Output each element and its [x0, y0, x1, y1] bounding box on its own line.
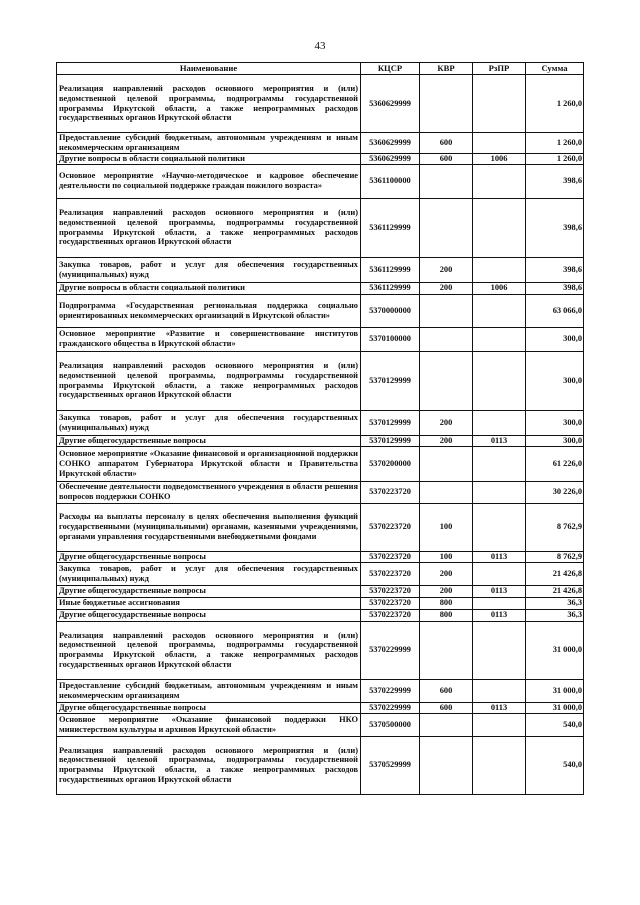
- table-row: [57, 597, 584, 609]
- row-kcsr-cell: 5370229999: [361, 679, 420, 702]
- table-row: [57, 621, 584, 679]
- row-name-cell: Другие вопросы в области социальной политики: [57, 282, 361, 294]
- table-row: [57, 327, 584, 351]
- row-kvr-cell: 100: [420, 503, 473, 551]
- row-sum-cell: 1 260,0: [526, 75, 584, 133]
- table-row: [57, 75, 584, 133]
- row-kvr-cell: 200: [420, 410, 473, 435]
- table-row: [57, 257, 584, 282]
- row-name-cell: Другие общегосударственные вопросы: [57, 702, 361, 713]
- header-name: Наименование: [57, 63, 361, 75]
- row-sum-cell: 8 762,9: [526, 503, 584, 551]
- row-kcsr-cell: 5370129999: [361, 435, 420, 446]
- page-number: 43: [314, 40, 326, 52]
- row-kvr-cell: 200: [420, 282, 473, 294]
- row-kcsr-cell: 5370200000: [361, 446, 420, 481]
- row-kvr-cell: 600: [420, 153, 473, 164]
- row-name-cell: Предоставление субсидий бюджетным, автономным учреждениям и иным некоммерческим организациям: [57, 133, 361, 154]
- header-kvr: КВР: [420, 63, 473, 75]
- row-kcsr-cell: 5370223720: [361, 609, 420, 621]
- row-name-cell: Реализация направлений расходов основного мероприятия и (или) ведомственной целевой программы, подпрограммы государственной программы Иркутской области, а также непрограммных расходов государственных органов Иркутской области: [57, 736, 361, 794]
- row-kcsr-cell: 5370000000: [361, 294, 420, 327]
- row-rzpr-cell: [473, 597, 526, 609]
- row-sum-cell: 398,6: [526, 198, 584, 257]
- row-rzpr-cell: [473, 294, 526, 327]
- row-kvr-cell: 600: [420, 133, 473, 154]
- table-row: [57, 585, 584, 597]
- header-rzpr: РзПР: [473, 63, 526, 75]
- row-name-cell: Другие общегосударственные вопросы: [57, 551, 361, 562]
- row-kcsr-cell: 5370223720: [361, 585, 420, 597]
- row-rzpr-cell: 1006: [473, 282, 526, 294]
- row-sum-cell: 31 000,0: [526, 679, 584, 702]
- row-rzpr-cell: [473, 351, 526, 410]
- row-name-cell: Основное мероприятие «Научно-методическое и кадровое обеспечение деятельности по социальной поддержке граждан пожилого возраста»: [57, 164, 361, 198]
- row-sum-cell: 21 426,8: [526, 585, 584, 597]
- row-sum-cell: 63 066,0: [526, 294, 584, 327]
- row-kvr-cell: 800: [420, 597, 473, 609]
- row-kvr-cell: [420, 327, 473, 351]
- row-rzpr-cell: 0113: [473, 435, 526, 446]
- row-rzpr-cell: [473, 75, 526, 133]
- row-rzpr-cell: [473, 410, 526, 435]
- row-sum-cell: 36,3: [526, 597, 584, 609]
- table-row: [57, 294, 584, 327]
- row-kvr-cell: 100: [420, 551, 473, 562]
- table-row: [57, 679, 584, 702]
- row-kvr-cell: [420, 621, 473, 679]
- row-sum-cell: 398,6: [526, 164, 584, 198]
- row-sum-cell: 36,3: [526, 609, 584, 621]
- row-name-cell: Основное мероприятие «Оказание финансовой поддержки НКО министерством культуры и архивов Иркутской области»: [57, 713, 361, 736]
- row-rzpr-cell: 0113: [473, 585, 526, 597]
- row-kcsr-cell: 5370500000: [361, 713, 420, 736]
- row-sum-cell: 1 260,0: [526, 153, 584, 164]
- row-sum-cell: 398,6: [526, 282, 584, 294]
- table-row: [57, 410, 584, 435]
- row-kvr-cell: 200: [420, 257, 473, 282]
- table-row: [57, 702, 584, 713]
- row-name-cell: Основное мероприятие «Развитие и совершенствование институтов гражданского общества в Иркутской области»: [57, 327, 361, 351]
- row-sum-cell: 300,0: [526, 351, 584, 410]
- row-sum-cell: 21 426,8: [526, 562, 584, 585]
- row-kvr-cell: [420, 481, 473, 503]
- table-row: [57, 282, 584, 294]
- row-kcsr-cell: 5370529999: [361, 736, 420, 794]
- row-name-cell: Закупка товаров, работ и услуг для обеспечения государственных (муниципальных) нужд: [57, 257, 361, 282]
- table-row: [57, 481, 584, 503]
- table-row: [57, 713, 584, 736]
- row-name-cell: Реализация направлений расходов основного мероприятия и (или) ведомственной целевой программы, подпрограммы государственной программы Иркутской области, а также непрограммных расходов государственных органов Иркутской области: [57, 621, 361, 679]
- row-rzpr-cell: [473, 446, 526, 481]
- row-rzpr-cell: [473, 713, 526, 736]
- row-sum-cell: 31 000,0: [526, 702, 584, 713]
- row-sum-cell: 30 226,0: [526, 481, 584, 503]
- row-sum-cell: 300,0: [526, 435, 584, 446]
- row-kcsr-cell: 5360629999: [361, 75, 420, 133]
- row-kcsr-cell: 5370229999: [361, 621, 420, 679]
- row-sum-cell: 300,0: [526, 410, 584, 435]
- row-kcsr-cell: 5360629999: [361, 133, 420, 154]
- row-kcsr-cell: 5370223720: [361, 481, 420, 503]
- header-kcsr: КЦСР: [361, 63, 420, 75]
- row-name-cell: Другие вопросы в области социальной политики: [57, 153, 361, 164]
- row-sum-cell: 1 260,0: [526, 133, 584, 154]
- row-sum-cell: 61 226,0: [526, 446, 584, 481]
- row-rzpr-cell: [473, 164, 526, 198]
- row-kvr-cell: [420, 198, 473, 257]
- row-rzpr-cell: [473, 481, 526, 503]
- row-rzpr-cell: [473, 133, 526, 154]
- row-sum-cell: 8 762,9: [526, 551, 584, 562]
- row-name-cell: Другие общегосударственные вопросы: [57, 585, 361, 597]
- row-name-cell: Предоставление субсидий бюджетным, автономным учреждениям и иным некоммерческим организациям: [57, 679, 361, 702]
- row-kcsr-cell: 5370129999: [361, 410, 420, 435]
- row-kvr-cell: [420, 75, 473, 133]
- row-name-cell: Подпрограмма «Государственная региональная поддержка социально ориентированных некоммерческих организаций в Иркутской области»: [57, 294, 361, 327]
- header-sum: Сумма: [526, 63, 584, 75]
- table-row: [57, 609, 584, 621]
- row-kcsr-cell: 5361129999: [361, 282, 420, 294]
- row-kvr-cell: [420, 351, 473, 410]
- row-name-cell: Основное мероприятие «Оказание финансовой и организационной поддержки СОНКО аппаратом Губернатора Иркутской области и Правительства Иркутской области»: [57, 446, 361, 481]
- row-name-cell: Реализация направлений расходов основного мероприятия и (или) ведомственной целевой программы, подпрограммы государственной программы Иркутской области, а также непрограммных расходов государственных органов Иркутской области: [57, 351, 361, 410]
- row-rzpr-cell: [473, 621, 526, 679]
- row-kcsr-cell: 5370223720: [361, 562, 420, 585]
- budget-table: [56, 62, 584, 795]
- row-rzpr-cell: [473, 503, 526, 551]
- row-rzpr-cell: 0113: [473, 702, 526, 713]
- row-kvr-cell: 200: [420, 585, 473, 597]
- row-kvr-cell: [420, 446, 473, 481]
- row-name-cell: Реализация направлений расходов основного мероприятия и (или) ведомственной целевой программы, подпрограммы государственной программы Иркутской области, а также непрограммных расходов государственных органов Иркутской области: [57, 198, 361, 257]
- row-kvr-cell: 600: [420, 702, 473, 713]
- row-name-cell: Расходы на выплаты персоналу в целях обеспечения выполнения функций государственными (муниципальными) органами, казенными учреждениями, органами управления государственными внебюджетными фондами: [57, 503, 361, 551]
- row-kcsr-cell: 5370223720: [361, 503, 420, 551]
- table-row: [57, 164, 584, 198]
- row-name-cell: Обеспечение деятельности подведомственного учреждения в области решения вопросов поддержки СОНКО: [57, 481, 361, 503]
- row-kcsr-cell: 5370129999: [361, 351, 420, 410]
- row-rzpr-cell: 1006: [473, 153, 526, 164]
- table-row: [57, 736, 584, 794]
- row-rzpr-cell: 0113: [473, 551, 526, 562]
- row-kcsr-cell: 5370100000: [361, 327, 420, 351]
- row-sum-cell: 540,0: [526, 713, 584, 736]
- row-kcsr-cell: 5361100000: [361, 164, 420, 198]
- table-row: [57, 562, 584, 585]
- row-rzpr-cell: [473, 736, 526, 794]
- row-kvr-cell: [420, 713, 473, 736]
- table-row: [57, 153, 584, 164]
- row-rzpr-cell: [473, 679, 526, 702]
- row-name-cell: Закупка товаров, работ и услуг для обеспечения государственных (муниципальных) нужд: [57, 562, 361, 585]
- table-row: [57, 446, 584, 481]
- row-sum-cell: 31 000,0: [526, 621, 584, 679]
- table-row: [57, 351, 584, 410]
- table-header-row: [57, 63, 584, 75]
- row-sum-cell: 540,0: [526, 736, 584, 794]
- row-kvr-cell: 800: [420, 609, 473, 621]
- row-rzpr-cell: [473, 562, 526, 585]
- row-rzpr-cell: [473, 257, 526, 282]
- row-kcsr-cell: 5361129999: [361, 198, 420, 257]
- row-kvr-cell: [420, 164, 473, 198]
- table-row: [57, 503, 584, 551]
- row-name-cell: Иные бюджетные ассигнования: [57, 597, 361, 609]
- row-name-cell: Другие общегосударственные вопросы: [57, 435, 361, 446]
- row-sum-cell: 398,6: [526, 257, 584, 282]
- row-kvr-cell: [420, 294, 473, 327]
- row-rzpr-cell: [473, 198, 526, 257]
- table-row: [57, 435, 584, 446]
- row-kcsr-cell: 5361129999: [361, 257, 420, 282]
- row-kvr-cell: 200: [420, 435, 473, 446]
- table-row: [57, 133, 584, 154]
- row-sum-cell: 300,0: [526, 327, 584, 351]
- row-kvr-cell: 600: [420, 679, 473, 702]
- row-kcsr-cell: 5370229999: [361, 702, 420, 713]
- row-name-cell: Другие общегосударственные вопросы: [57, 609, 361, 621]
- row-kvr-cell: [420, 736, 473, 794]
- row-rzpr-cell: 0113: [473, 609, 526, 621]
- row-kcsr-cell: 5370223720: [361, 597, 420, 609]
- row-kvr-cell: 200: [420, 562, 473, 585]
- row-kcsr-cell: 5360629999: [361, 153, 420, 164]
- row-name-cell: Закупка товаров, работ и услуг для обеспечения государственных (муниципальных) нужд: [57, 410, 361, 435]
- row-rzpr-cell: [473, 327, 526, 351]
- table-body: [57, 75, 584, 795]
- table-row: [57, 551, 584, 562]
- row-name-cell: Реализация направлений расходов основного мероприятия и (или) ведомственной целевой программы, подпрограммы государственной программы Иркутской области, а также непрограммных расходов государственных органов Иркутской области: [57, 75, 361, 133]
- table-row: [57, 198, 584, 257]
- row-kcsr-cell: 5370223720: [361, 551, 420, 562]
